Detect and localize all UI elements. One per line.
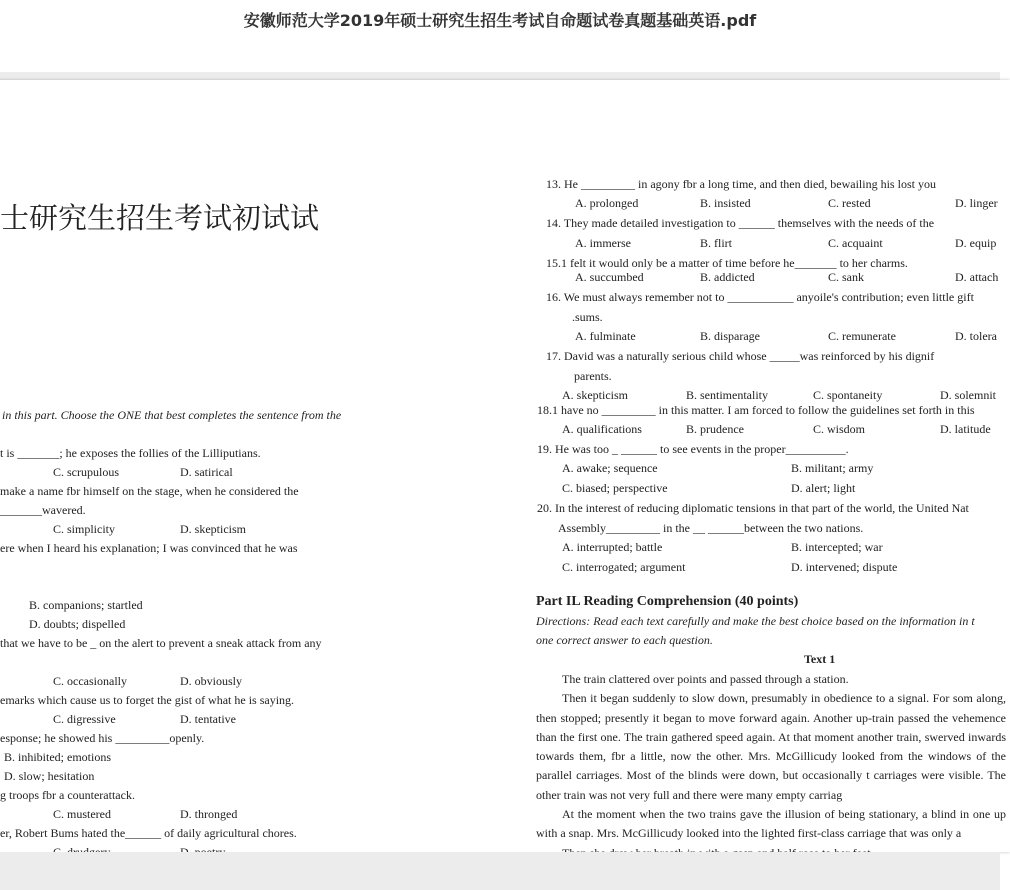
option-c: C. simplicity [53, 522, 116, 536]
option-c: C. wisdom [813, 422, 866, 436]
option-d: D. tentative [180, 712, 236, 726]
question-line: make a name fbr himself on the stage, when he considered the [0, 484, 299, 498]
option-d: D. thronged [180, 807, 238, 821]
option-a: A. awake; sequence [562, 461, 658, 475]
exam-heading: 士研究生招生考试初试试 [0, 201, 320, 235]
question-17: 17. David was a naturally serious child whose _____was reinforced by his dignif [546, 349, 935, 363]
option-b: B. prudence [686, 422, 744, 436]
option-c: C. occasionally [53, 674, 127, 688]
question-line: t is _______; he exposes the follies of the Lilliputians. [0, 446, 261, 460]
option-d: D. alert; light [791, 481, 856, 495]
option-b: B. flirt [700, 236, 732, 250]
option-d: D. latitude [940, 422, 991, 436]
instructions-text: in this part. Choose the ONE that best completes the sentence from the [2, 408, 342, 422]
question-20: 20. In the interest of reducing diplomatic tensions in that part of the world, the United Nat [537, 501, 969, 515]
option-c: C. spontaneity [813, 388, 883, 402]
directions-line-2: one correct answer to each question. [536, 633, 713, 647]
option-d: D. slow; hesitation [4, 769, 95, 783]
question-line: er, Robert Bums hated the______ of daily agricultural chores. [0, 826, 297, 840]
option-b: B. addicted [700, 270, 755, 284]
directions-line-1: Directions: Read each text carefully and make the best choice based on the information in t [536, 614, 975, 628]
text-label: Text 1 [804, 652, 836, 666]
option-a: A. fulminate [575, 329, 636, 343]
option-c: C. digressive [53, 712, 116, 726]
question-20-cont: Assembly_________ in the __ ______between the two nations. [558, 521, 864, 535]
reading-passage [536, 670, 1006, 863]
option-d: D. doubts; dispelled [29, 617, 126, 631]
question-17-cont: parents. [574, 369, 612, 383]
option-d: D. satirical [180, 465, 233, 479]
question-line: esponse; he showed his _________openly. [0, 731, 205, 745]
option-a: A. interrupted; battle [562, 540, 663, 554]
question-19: 19. He was too _ ______ to see events in the proper__________. [537, 442, 849, 456]
pdf-page [0, 80, 1010, 852]
option-a: A. prolonged [575, 196, 639, 210]
option-a: A. succumbed [575, 270, 644, 284]
option-c: C. mustered [53, 807, 111, 821]
option-b: B. inhibited; emotions [4, 750, 111, 764]
section-heading: Part IL Reading Comprehension (40 points) [536, 594, 799, 609]
question-line: emarks which cause us to forget the gist of what he is saying. [0, 693, 295, 707]
option-d: D. obviously [180, 674, 243, 688]
document-title: 安徽师范大学2019年硕士研究生招生考试自命题试卷真题基础英语.pdf [243, 11, 757, 30]
question-line: _______wavered. [0, 503, 86, 517]
passage-paragraph-3: At the moment when the two trains gave the illusion of being stationary, a blind in one up with a snap. Mrs. McGillicudy looked into the lighted first-class carriage that was only a [536, 807, 1006, 841]
question-line: that we have to be _ on the alert to prevent a sneak attack from any [0, 636, 322, 650]
option-d: D. linger [955, 196, 998, 210]
option-c: C. biased; perspective [562, 481, 668, 495]
option-c: C. acquaint [828, 236, 883, 250]
option-c: C. interrogated; argument [562, 560, 686, 574]
question-16-cont: .sums. [572, 310, 603, 324]
option-c: C. sank [828, 270, 864, 284]
option-b: B. insisted [700, 196, 751, 210]
option-c: C. scrupulous [53, 465, 119, 479]
question-16: 16. We must always remember not to ___________ anyoile's contribution; even little gift [546, 290, 974, 304]
question-line: g troops fbr a counterattack. [0, 788, 135, 802]
option-d: D. skepticism [180, 522, 246, 536]
option-b: B. disparage [700, 329, 760, 343]
toolbar-separator [0, 72, 1000, 80]
option-c: C. rested [828, 196, 871, 210]
option-d: D. intervened; dispute [791, 560, 898, 574]
question-18: 18.1 have no _________ in this matter. I am forced to follow the guidelines set forth in this [537, 403, 975, 417]
option-a: A. immerse [575, 236, 631, 250]
question-line: ere when I heard his explanation; I was convinced that he was [0, 541, 298, 555]
option-b: B. intercepted; war [791, 540, 883, 554]
option-b: B. companions; startled [29, 598, 143, 612]
question-15: 15.1 felt it would only be a matter of time before he_______ to her charms. [546, 256, 908, 270]
passage-paragraph-2: Then it began suddenly to slow down, presumably in obedience to a signal. For som along, then stopped; presently it began to move forward again. Another up-train passed the vehemence than the first one. The train gathered speed again. At that moment another train, swerved inwards towards them, fbr a little, now the other. Mrs. McGillicudy looked from the windows of the parallel carriages. Most of the blinds were down, but occasionally t carriages were visible. The other train was not very full and there were many empty carriag [536, 691, 1006, 802]
option-d: D. tolera [955, 329, 997, 343]
passage-paragraph-1: The train clattered over points and passed through a station. [562, 672, 849, 686]
question-13: 13. He _________ in agony fbr a long time, and then died, bewailing his lost you [546, 177, 936, 191]
option-a: A. skepticism [562, 388, 628, 402]
option-b: B. militant; army [791, 461, 874, 475]
option-b: B. sentimentality [686, 388, 768, 402]
viewer-bottom-bar [0, 852, 1000, 890]
viewer-title-bar [0, 0, 1000, 72]
question-14: 14. They made detailed investigation to ______ themselves with the needs of the [546, 216, 935, 230]
option-d: D. attach [955, 270, 999, 284]
option-d: D. solemnit [940, 388, 996, 402]
option-d: D. equip [955, 236, 997, 250]
option-a: A. qualifications [562, 422, 642, 436]
option-c: C. remunerate [828, 329, 896, 343]
